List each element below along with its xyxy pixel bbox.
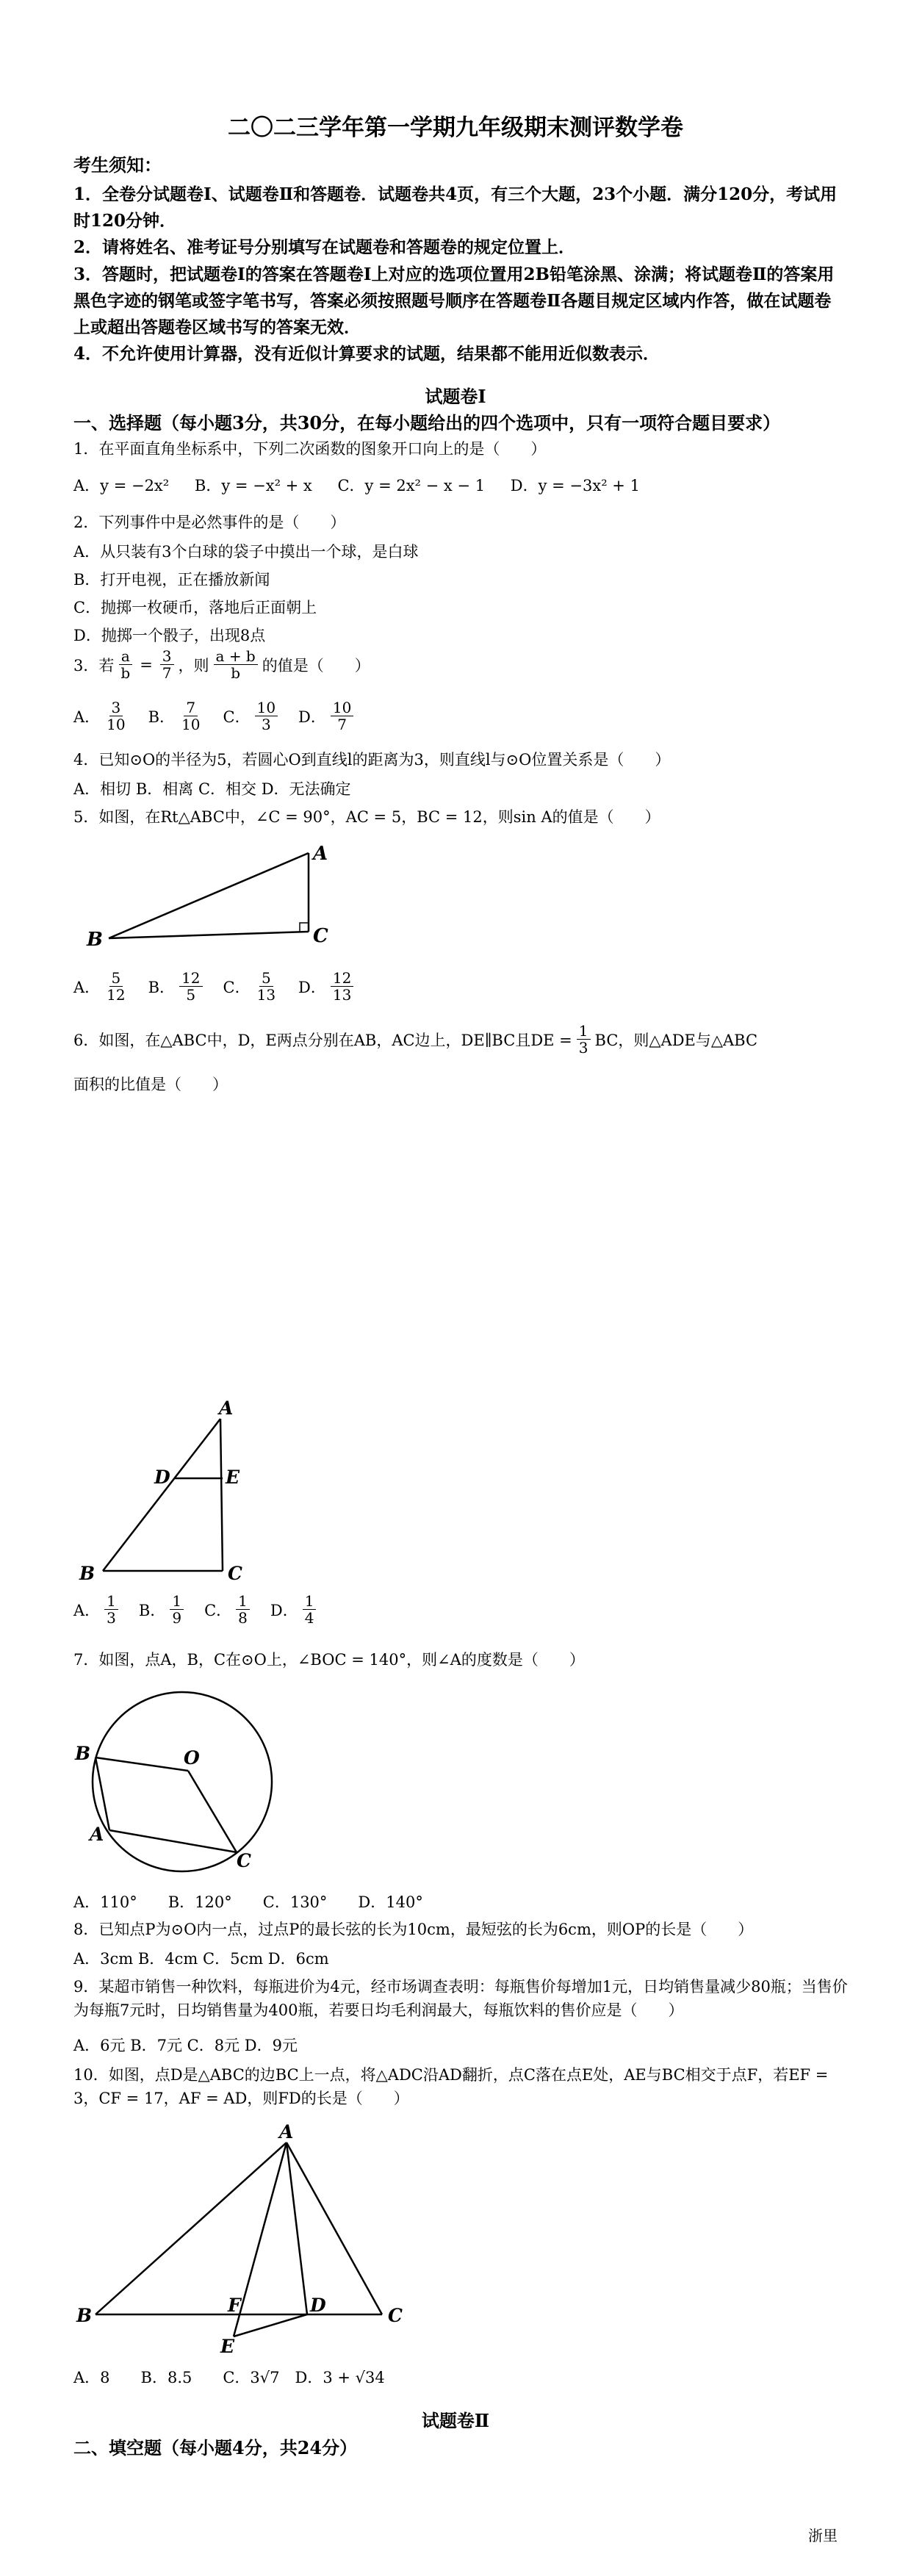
q3-fraction [160, 648, 174, 681]
label-C: C [228, 1563, 242, 1584]
option-fraction [331, 699, 353, 733]
option-fraction [255, 699, 278, 733]
option-label: A． [73, 978, 101, 996]
label-E: E [226, 1467, 240, 1488]
q2-option: B．打开电视，正在播放新闻 [73, 571, 270, 589]
q1-option: D．y = −3x² + 1 [510, 477, 640, 494]
option-label: C． [223, 708, 251, 726]
label-C: C [237, 1850, 251, 1871]
notice-item: 4．不允许使用计算器，没有近似计算要求的试题，结果都不能用近似数表示． [73, 344, 660, 364]
option-label: B． [148, 708, 176, 726]
label-B: B [75, 1743, 91, 1764]
option-fraction [255, 970, 278, 1003]
frac-num: 1 [170, 1593, 184, 1610]
q3-option [148, 699, 207, 733]
frac-den: 9 [172, 1609, 182, 1627]
q8-options: A．3cm B．4cm C．5cm D．6cm [73, 1950, 329, 1968]
q6-option [139, 1593, 188, 1626]
option-label: C． [223, 978, 251, 996]
frac-num: 5 [259, 970, 273, 987]
q5-option [298, 970, 358, 1003]
label-C: C [388, 2305, 403, 2326]
q7-options: A．110° B．120° C．130° D．140° [73, 1893, 423, 1911]
segment-AB [96, 2143, 287, 2314]
option-label: D． [270, 1601, 298, 1619]
q6-stem [73, 1023, 757, 1056]
option-label: B． [138, 1601, 166, 1619]
segment-ED [234, 2314, 307, 2336]
frac-den: 13 [256, 986, 276, 1004]
frac-den: 5 [186, 986, 196, 1004]
q9-stem: 9．某超市销售一种饮料，每瓶进价为4元，经市场调查表明：每瓶售价每增加1元，日均销售量减少80瓶；当售价为每瓶7元时，日均销售量为400瓶，若要日均毛利润最大，每瓶饮料的售价应是（ ） [73, 1978, 848, 2019]
label-D: D [310, 2295, 326, 2316]
frac-den: 10 [107, 716, 126, 733]
notice-item: 3．答题时，把试题卷Ⅰ的答案在答题卷Ⅰ上对应的选项位置用2B铅笔涂黑、涂满；将试题卷Ⅱ的答案用黑色字迹的钢笔或签字笔书写，答案必须按照题号顺序在答题卷Ⅱ各题目规定区域内作答，做在试题卷上或超出答题卷区域书写的答案无效． [73, 265, 835, 337]
segment-AB [109, 853, 309, 938]
part1-title: 试题卷Ⅰ [425, 386, 486, 407]
option-label: A． [73, 1601, 101, 1619]
label-A: A [90, 1824, 104, 1845]
option-label: B． [148, 978, 176, 996]
frac-den: 13 [332, 986, 352, 1004]
frac-num: 10 [331, 699, 353, 716]
label-D: D [154, 1467, 170, 1488]
label-B: B [87, 929, 103, 951]
q3-option [223, 699, 283, 733]
segment-AB [103, 1419, 220, 1571]
option-fraction [236, 1593, 250, 1626]
footer-mark: 浙里 [808, 2527, 838, 2544]
option-fraction [170, 1593, 184, 1626]
segment-AC [220, 1419, 223, 1571]
q6-fraction [577, 1023, 591, 1056]
option-fraction [303, 1593, 317, 1626]
q6-stem-line2: 面积的比值是（ ） [73, 1076, 228, 1093]
frac-num: a + b [214, 648, 258, 665]
frac-num: 5 [109, 970, 123, 987]
label-B: B [76, 2305, 93, 2326]
q4-options: A．相切 B．相离 C．相交 D．无法确定 [73, 780, 351, 798]
segment-OC [188, 1771, 237, 1852]
frac-num: 10 [255, 699, 278, 716]
label-A: A [219, 1400, 234, 1419]
frac-num: 12 [179, 970, 202, 987]
option-label: D． [298, 978, 326, 996]
segment-AC [109, 1830, 237, 1852]
q6-option [270, 1593, 321, 1626]
option-fraction [104, 970, 127, 1003]
frac-num: 1 [236, 1593, 250, 1610]
label-B: B [79, 1563, 96, 1584]
frac-den: 4 [304, 1609, 314, 1627]
q3-text: ，则 [178, 656, 209, 674]
q3-fraction [118, 648, 132, 681]
q2-option: C．抛掷一枚硬币，落地后正面朝上 [73, 599, 317, 616]
frac-num: 1 [303, 1593, 317, 1610]
option-fraction [179, 699, 202, 733]
q6-option [204, 1593, 254, 1626]
exam-title: 二〇二三学年第一学期九年级期末测评数学卷 [228, 115, 683, 141]
q1-option: A．y = −2x² [73, 477, 170, 494]
notice-item: 1．全卷分试题卷Ⅰ、试题卷Ⅱ和答题卷．试题卷共4页，有三个大题，23个小题．满分120分，考试用时120分钟． [73, 184, 838, 231]
option-label: D． [298, 708, 326, 726]
q3-options [73, 699, 374, 733]
q3-stem: 3．若 $\frac{a}{b}$ = $\frac{3}{7}$ ，则 $\frac{a + b}{b}$ 的值是（ ） [73, 647, 370, 682]
q3-text: 3．若 [73, 656, 115, 674]
q5-option [73, 970, 132, 1003]
part2-title: 试题卷Ⅱ [421, 2410, 490, 2431]
frac-num: 3 [109, 699, 123, 716]
q6-text: BC，则△ADE与△ABC [594, 1031, 758, 1049]
label-O: O [184, 1747, 200, 1769]
frac-den: 7 [162, 664, 172, 682]
q2-stem: 2．下列事件中是必然事件的是（ ） [73, 514, 346, 531]
frac-den: b [120, 664, 131, 682]
option-label: A． [73, 708, 101, 726]
q5-stem: 5．如图，在Rt△ABC中，∠C = 90°，AC = 5，BC = 12，则sin A的值是（ ） [73, 808, 660, 826]
q2-option: D．抛掷一个骰子，出现8点 [73, 627, 266, 644]
notice-heading: 考生须知： [73, 154, 162, 176]
q7-stem: 7．如图，点A，B，C在⊙O上，∠BOC = 140°，则∠A的度数是（ ） [73, 1651, 585, 1669]
section-choice: 一、选择题（每小题3分，共30分，在每小题给出的四个选项中，只有一项符合题目要求） [73, 412, 781, 433]
frac-den: 10 [181, 716, 201, 733]
label-E: E [220, 2336, 235, 2357]
label-A: A [313, 843, 328, 865]
segment-AC [287, 2143, 382, 2314]
frac-den: 7 [337, 716, 347, 733]
q6-triangle-figure [73, 1400, 294, 1605]
q5-option [148, 970, 207, 1003]
q5-triangle-figure [73, 838, 353, 970]
frac-num: 3 [160, 648, 174, 665]
q3-option [73, 699, 132, 733]
frac-den: 8 [238, 1609, 248, 1627]
option-label: C． [204, 1601, 232, 1619]
option-fraction [104, 1593, 118, 1626]
q1-option: B．y = −x² + x [194, 477, 312, 494]
frac-den: 3 [107, 1609, 116, 1627]
q3-fraction [214, 648, 258, 681]
frac-den: 3 [578, 1039, 588, 1057]
option-fraction [331, 970, 353, 1003]
q3-text: 的值是（ ） [262, 656, 370, 674]
q7-circle-figure [73, 1679, 294, 1877]
frac-den: 3 [261, 716, 271, 733]
q4-stem: 4．已知⊙O的半径为5，若圆心O到直线l的距离为3，则直线l与⊙O位置关系是（ ） [73, 751, 671, 769]
circle-O [93, 1692, 272, 1871]
option-fraction [104, 699, 127, 733]
q10-options: A．8 B．8.5 C．3√7 D．3 + √34 [73, 2369, 385, 2386]
q6-options [73, 1593, 336, 1626]
option-fraction [179, 970, 202, 1003]
q10-stem: 10．如图，点D是△ABC的边BC上一点，将△ADC沿AD翻折，点C落在点E处，AE与BC相交于点F，若EF = 3，CF = 17，AF = AD，则FD的长是（ ） [73, 2066, 829, 2107]
q3-option [298, 699, 358, 733]
q2-option: A．从只装有3个白球的袋子中摸出一个球，是白球 [73, 543, 419, 561]
q10-triangle-figure [73, 2116, 426, 2359]
q5-option [223, 970, 283, 1003]
q1-options [73, 474, 660, 496]
q5-options [73, 970, 374, 1003]
label-A: A [279, 2121, 294, 2143]
q6-text: 6．如图，在△ABC中，D，E两点分别在AB，AC边上，DE∥BC且DE = [73, 1031, 572, 1049]
q9-options: A．6元 B．7元 C．8元 D．9元 [73, 2037, 298, 2054]
frac-num: 1 [104, 1593, 118, 1610]
label-C: C [313, 925, 328, 947]
segment-AD [287, 2143, 307, 2314]
q1-stem: 1．在平面直角坐标系中，下列二次函数的图象开口向上的是（ ） [73, 440, 547, 458]
q1-option: C．y = 2x² − x − 1 [337, 477, 486, 494]
right-angle-mark [300, 923, 309, 932]
segment-BA [96, 1757, 109, 1830]
frac-num: 12 [331, 970, 353, 987]
frac-num: 7 [184, 699, 198, 716]
q8-stem: 8．已知点P为⊙O内一点，过点P的最长弦的长为10cm，最短弦的长为6cm，则OP的长是（ ） [73, 1921, 754, 1938]
label-F: F [228, 2295, 241, 2316]
q6-option [73, 1593, 123, 1626]
frac-num: a [119, 648, 132, 665]
frac-den: 12 [107, 986, 126, 1004]
frac-den: b [231, 664, 241, 682]
segment-BC [109, 932, 309, 938]
segment-AE [234, 2143, 287, 2336]
notice-item: 2．请将姓名、准考证号分别填写在试题卷和答题卷的规定位置上． [73, 237, 576, 257]
section-fill: 二、填空题（每小题4分，共24分） [73, 2437, 358, 2458]
segment-BO [96, 1757, 188, 1771]
frac-num: 1 [577, 1023, 591, 1040]
